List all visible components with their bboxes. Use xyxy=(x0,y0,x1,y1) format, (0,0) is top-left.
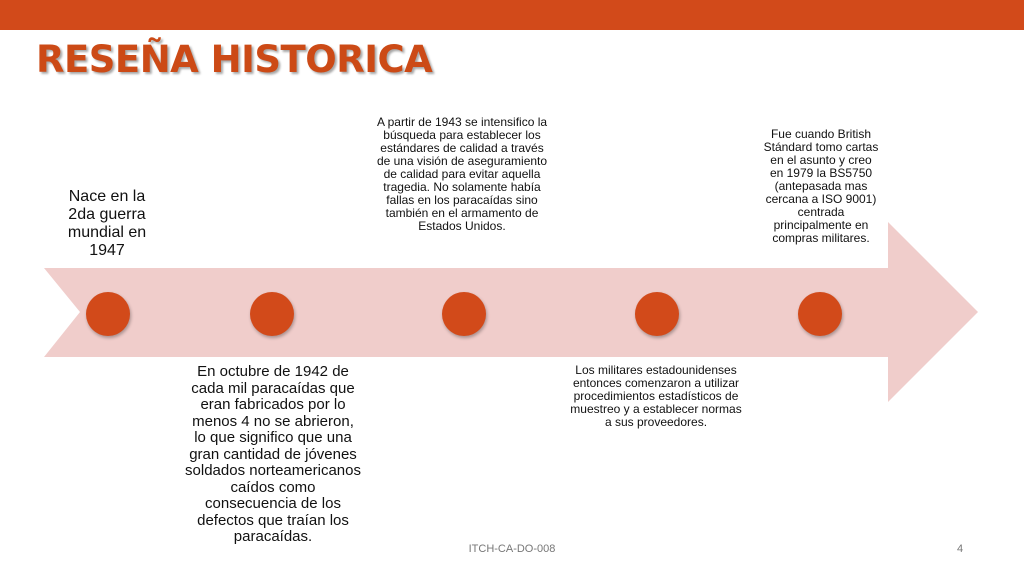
timeline-milestone-3 xyxy=(442,292,486,336)
timeline-milestone-2 xyxy=(250,292,294,336)
timeline-note-5: Fue cuando British Stándard tomo cartas en el asunto y creo en 1979 la BS5750 (antepasada mas cercana a ISO 9001) centrada principalmente en compras militares. xyxy=(763,127,879,245)
timeline-note-2: En octubre de 1942 de cada mil paracaídas que eran fabricados por lo menos 4 no se abrieron, lo que significo que una gran cantidad de jóvenes soldados norteamericanos caídos como consecuencia de los defectos que traían los paracaídas. xyxy=(185,363,361,545)
timeline-milestone-5 xyxy=(798,292,842,336)
page-number: 4 xyxy=(957,543,964,555)
timeline-note-3: A partir de 1943 se intensifico la búsqueda para establecer los estándares de calidad a través de una visión de aseguramiento de calidad para evitar aquella tragedia. No solamente había fallas en los paracaídas sino también en el armamento de Estados Unidos. xyxy=(376,115,548,233)
timeline-note-1: Nace en la 2da guerra mundial en 1947 xyxy=(67,188,147,259)
timeline-milestone-1 xyxy=(86,292,130,336)
document-code: ITCH-CA-DO-008 xyxy=(468,543,556,555)
timeline-note-4: Los militares estadounidenses entonces comenzaron a utilizar procedimientos estadísticos de muestreo y a establecer normas a sus proveedores. xyxy=(570,363,742,429)
slide-title: RESEÑA HISTORICA xyxy=(36,38,433,81)
timeline-milestone-4 xyxy=(635,292,679,336)
